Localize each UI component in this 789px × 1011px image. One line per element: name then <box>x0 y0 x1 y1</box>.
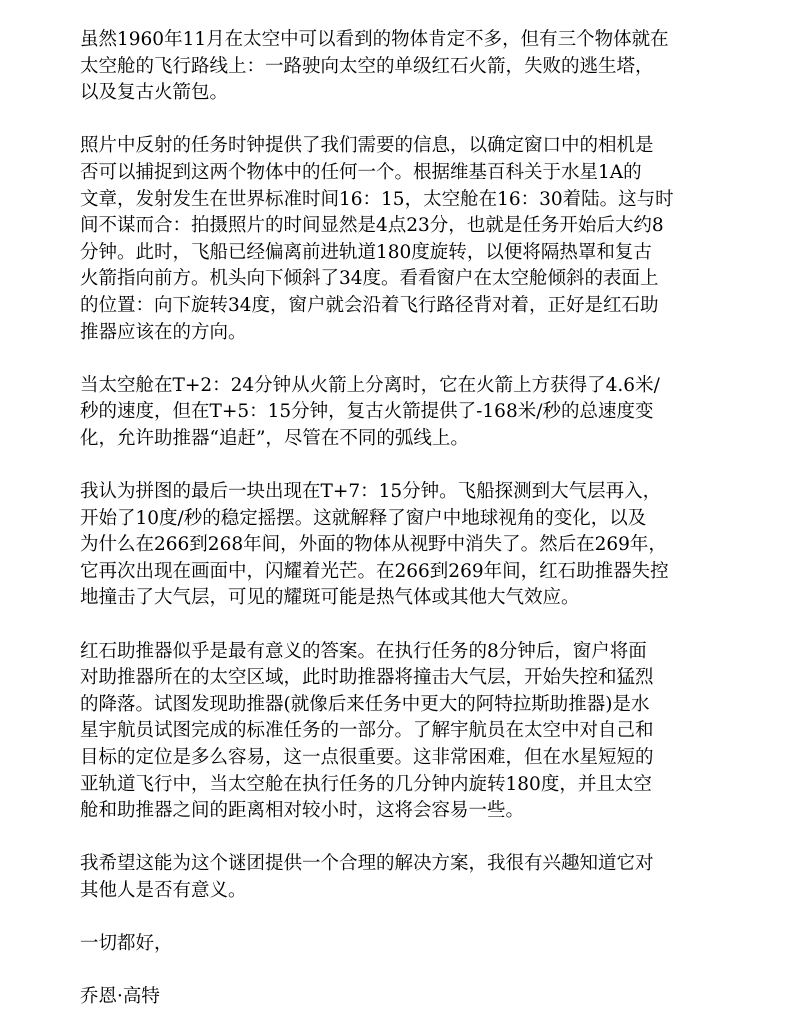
paragraph-2: 照片中反射的任务时钟提供了我们需要的信息，以确定窗口中的相机是 否可以捕捉到这两个物体中的任何一个。根据维基百科关于水星1A的 文章，发射发生在世界标准时间16：15，太空舱在16：30着陆。这与时 间不谋而合：拍摄照片的时间显然是4点23分，也就是任务开始后大约8 分钟。此时，飞船已经偏离前进轨道180度旋转，以便将隔热罩和复古 火箭指向前方。机头向下倾斜了34度。看看窗户在太空舱倾斜的表面上 的位置：向下旋转34度，窗户就会沿着飞行路径背对着，正好是红石助 推器应该在的方向。 <box>80 135 674 343</box>
paragraph-3: 当太空舱在T+2：24分钟从火箭上分离时，它在火箭上方获得了4.6米/ 秒的速度，但在T+5：15分钟，复古火箭提供了-168米/秒的总速度变 化，允许助推器“追赶”，尽管在不同的弧线上。 <box>80 374 660 449</box>
paragraph-1: 虽然1960年11月在太空中可以看到的物体肯定不多，但有三个物体就在 太空舱的飞行路线上：一路驶向太空的单级红石火箭，失败的逃生塔， 以及复古火箭包。 <box>80 29 669 104</box>
paragraph-6: 我希望这能为这个谜团提供一个合理的解决方案，我很有兴趣知道它对 其他人是否有意义。 <box>80 853 654 901</box>
letter-body <box>80 27 720 1011</box>
signoff: 一切都好， <box>80 933 173 955</box>
paragraph-5: 红石助推器似乎是最有意义的答案。在执行任务的8分钟后，窗户将面 对助推器所在的太空区域，此时助推器将撞击大气层，开始失控和猛烈 的降落。试图发现助推器(就像后来任务中更大的阿特拉斯助推器)是水 星宇航员试图完成的标准任务的一部分。了解宇航员在太空中对自己和 目标的定位是多么容易，这一点很重要。这非常困难，但在水星短短的 亚轨道飞行中，当太空舱在执行任务的几分钟内旋转180度，并且太空 舱和助推器之间的距离相对较小时，这将会容易一些。 <box>80 640 654 822</box>
paragraph-4: 我认为拼图的最后一块出现在T+7：15分钟。飞船探测到大气层再入， 开始了10度/秒的稳定摇摆。这就解释了窗户中地球视角的变化，以及 为什么在266到268年间，外面的物体从视野中消失了。然后在269年， 它再次出现在画面中，闪耀着光芒。在266到269年间，红石助推器失控 地撞击了大气层，可见的耀斑可能是热气体或其他大气效应。 <box>80 481 669 609</box>
signature: 乔恩·高特 <box>80 986 160 1008</box>
